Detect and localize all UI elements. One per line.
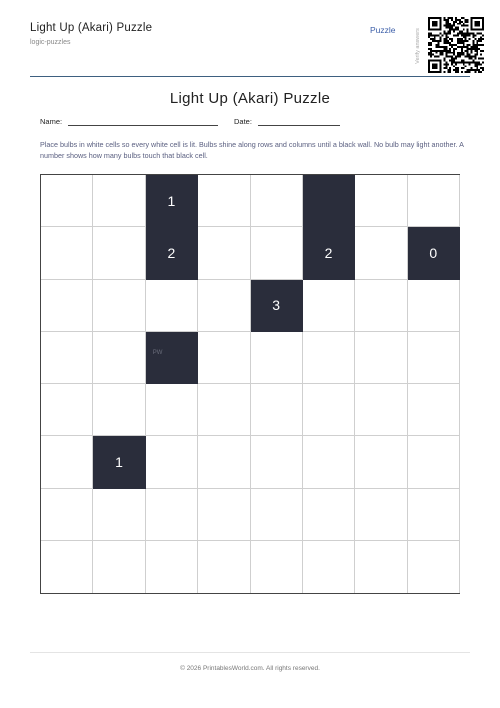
- white-cell[interactable]: [355, 436, 407, 488]
- footer-divider: [30, 652, 470, 653]
- clue-number: 2: [167, 244, 176, 261]
- white-cell[interactable]: [198, 489, 250, 541]
- black-cell: [146, 227, 198, 279]
- white-cell[interactable]: [41, 436, 93, 488]
- verify-answers-label: Verify answers: [415, 28, 421, 64]
- white-cell[interactable]: [355, 489, 407, 541]
- white-cell[interactable]: [303, 332, 355, 384]
- black-cell: [93, 436, 145, 488]
- watermark: PW: [152, 349, 163, 356]
- name-field[interactable]: [40, 117, 218, 126]
- white-cell[interactable]: [41, 332, 93, 384]
- qr-code-icon[interactable]: [428, 17, 484, 73]
- date-label: Date:: [234, 117, 252, 126]
- white-cell[interactable]: [251, 436, 303, 488]
- clue-number: 1: [167, 192, 176, 209]
- white-cell[interactable]: [355, 332, 407, 384]
- white-cell[interactable]: [355, 280, 407, 332]
- date-field[interactable]: [234, 117, 340, 126]
- white-cell[interactable]: [198, 384, 250, 436]
- clue-number: 1: [115, 453, 123, 470]
- white-cell[interactable]: [93, 227, 145, 279]
- white-cell[interactable]: [93, 541, 145, 593]
- white-cell[interactable]: [41, 227, 93, 279]
- black-cell: [251, 280, 303, 332]
- white-cell[interactable]: [408, 489, 460, 541]
- white-cell[interactable]: [41, 489, 93, 541]
- white-cell[interactable]: [146, 384, 198, 436]
- white-cell[interactable]: [146, 436, 198, 488]
- puzzle-grid: [40, 174, 460, 594]
- black-cell: [303, 227, 355, 279]
- white-cell[interactable]: [408, 332, 460, 384]
- white-cell[interactable]: [41, 384, 93, 436]
- header-subtitle: logic-puzzles: [30, 39, 71, 46]
- black-cell: [146, 332, 198, 384]
- white-cell[interactable]: [93, 175, 145, 227]
- white-cell[interactable]: [198, 541, 250, 593]
- white-cell[interactable]: [41, 280, 93, 332]
- white-cell[interactable]: [408, 384, 460, 436]
- header-divider: [30, 76, 470, 77]
- white-cell[interactable]: [198, 175, 250, 227]
- white-cell[interactable]: [355, 541, 407, 593]
- white-cell[interactable]: [93, 332, 145, 384]
- white-cell[interactable]: [303, 436, 355, 488]
- white-cell[interactable]: [303, 384, 355, 436]
- white-cell[interactable]: [93, 384, 145, 436]
- white-cell[interactable]: [408, 436, 460, 488]
- instructions: Place bulbs in white cells so every white cell is lit. Bulbs shine along rows and columns until a black wall. No bulb may light another. A number shows how many bulbs touch that black cell.: [40, 140, 464, 160]
- white-cell[interactable]: [251, 175, 303, 227]
- clue-number: 3: [272, 297, 281, 314]
- white-cell[interactable]: [408, 541, 460, 593]
- white-cell[interactable]: [198, 280, 250, 332]
- header-title: Light Up (Akari) Puzzle: [30, 22, 153, 34]
- white-cell[interactable]: [41, 175, 93, 227]
- white-cell[interactable]: [355, 175, 407, 227]
- white-cell[interactable]: [93, 489, 145, 541]
- name-label: Name:: [40, 117, 63, 126]
- white-cell[interactable]: [251, 332, 303, 384]
- footer-copyright: © 2026 PrintablesWorld.com. All rights reserved.: [180, 665, 320, 672]
- white-cell[interactable]: [355, 384, 407, 436]
- white-cell[interactable]: [198, 436, 250, 488]
- white-cell[interactable]: [303, 280, 355, 332]
- page-title: Light Up (Akari) Puzzle: [169, 90, 331, 107]
- white-cell[interactable]: [251, 489, 303, 541]
- white-cell[interactable]: [198, 227, 250, 279]
- white-cell[interactable]: [408, 280, 460, 332]
- white-cell[interactable]: [41, 541, 93, 593]
- category-link[interactable]: Puzzle: [370, 25, 396, 35]
- white-cell[interactable]: [198, 332, 250, 384]
- white-cell[interactable]: [251, 541, 303, 593]
- white-cell[interactable]: [408, 175, 460, 227]
- black-cell: [408, 227, 460, 279]
- white-cell[interactable]: [355, 227, 407, 279]
- white-cell[interactable]: [146, 280, 198, 332]
- clue-number: 0: [429, 244, 438, 261]
- white-cell[interactable]: [251, 227, 303, 279]
- white-cell[interactable]: [251, 384, 303, 436]
- white-cell[interactable]: [146, 489, 198, 541]
- white-cell[interactable]: [303, 489, 355, 541]
- white-cell[interactable]: [93, 280, 145, 332]
- black-cell: [146, 175, 198, 227]
- white-cell[interactable]: [146, 541, 198, 593]
- white-cell[interactable]: [303, 541, 355, 593]
- clue-number: 2: [324, 244, 333, 261]
- black-cell: [303, 175, 355, 227]
